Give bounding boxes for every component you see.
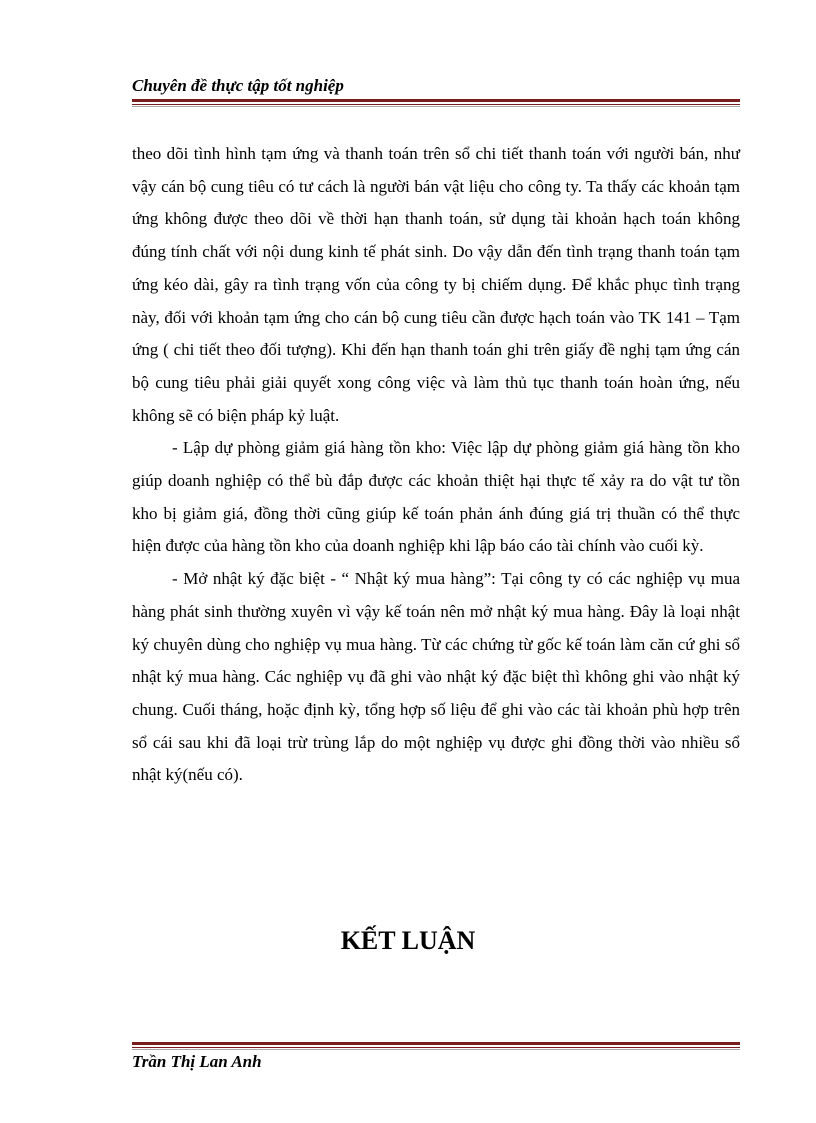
header-title: Chuyên đề thực tập tốt nghiệp	[132, 76, 344, 95]
footer-author: Trần Thị Lan Anh	[132, 1052, 262, 1071]
paragraph-1: theo dõi tình hình tạm ứng và thanh toán trên sổ chi tiết thanh toán với người bán, như vậy cán bộ cung tiêu có tư cách là người bán vật liệu cho công ty. Ta thấy các khoản tạm ứng không được theo dõi về thời hạn thanh toán, sử dụng tài khoản hạch toán không đúng tính chất với nội dung kinh tế phát sinh. Do vậy dẫn đến tình trạng thanh toán tạm ứng kéo dài, gây ra tình trạng vốn của công ty bị chiếm dụng. Để khắc phục tình trạng này, đối với khoản tạm ứng cho cán bộ cung tiêu cần được hạch toán vào TK 141 – Tạm ứng ( chi tiết theo đối tượng). Khi đến hạn thanh toán ghi trên giấy đề nghị tạm ứng cán bộ cung tiêu phải giải quyết xong công việc và làm thủ tục thanh toán hoàn ứng, nếu không sẽ có biện pháp kỷ luật.	[132, 144, 740, 425]
paragraph-3: - Mở nhật ký đặc biệt - “ Nhật ký mua hàng”: Tại công ty có các nghiệp vụ mua hàng phát sinh thường xuyên vì vậy kế toán nên mở nhật ký mua hàng. Đây là loại nhật ký chuyên dùng cho nghiệp vụ mua hàng. Từ các chứng từ gốc kế toán làm căn cứ ghi sổ nhật ký mua hàng. Các nghiệp vụ đã ghi vào nhật ký đặc biệt thì không ghi vào nhật ký chung. Cuối tháng, hoặc định kỳ, tổng hợp số liệu để ghi vào các tài khoản phù hợp trên sổ cái sau khi đã loại trừ trùng lắp do một nghiệp vụ được ghi đồng thời vào nhiều sổ nhật ký(nếu có).	[132, 569, 740, 785]
body-text	[132, 138, 740, 792]
header-rule	[132, 99, 740, 107]
footer-rule	[132, 1042, 740, 1050]
section-heading: KẾT LUẬN	[340, 926, 476, 955]
paragraph-2: - Lập dự phòng giảm giá hàng tồn kho: Việc lập dự phòng giảm giá hàng tồn kho giúp doanh nghiệp có thể bù đắp được các khoản thiệt hại thực tế xảy ra do vật tư tồn kho bị giảm giá, đồng thời cũng giúp kế toán phản ánh đúng giá trị thuần có thể thực hiện được của hàng tồn kho của doanh nghiệp khi lập báo cáo tài chính vào cuối kỳ.	[132, 438, 740, 556]
